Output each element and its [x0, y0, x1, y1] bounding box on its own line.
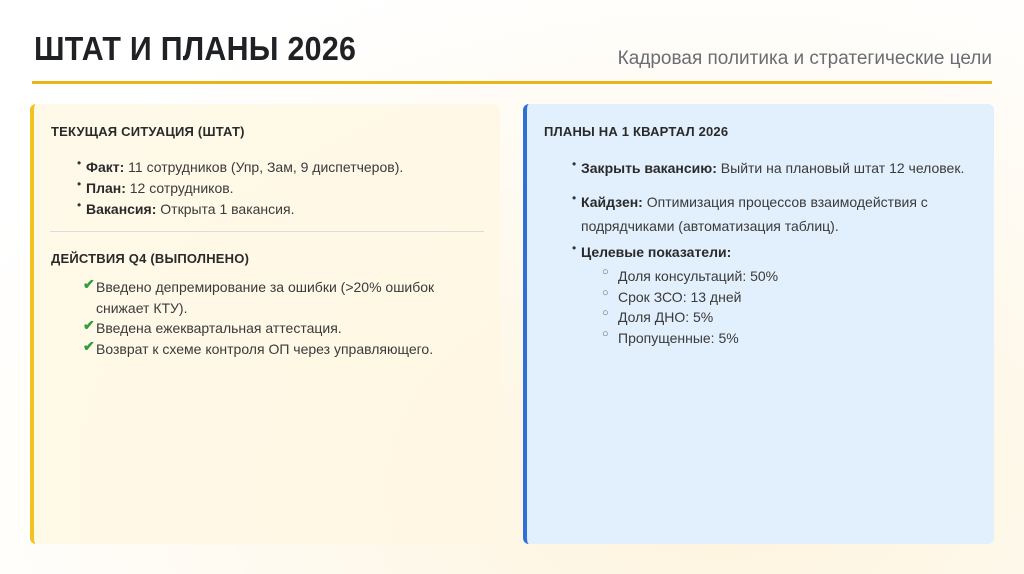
done-item-text: Введена ежеквартальная аттестация. — [96, 320, 342, 336]
checkmark-icon: ✔ — [83, 317, 95, 333]
target-metric-text: Срок ЗСО: 13 дней — [618, 289, 742, 305]
staff-fact-label: Факт: — [86, 159, 125, 175]
staff-fact-text: 11 сотрудников (Упр, Зам, 9 диспетчеров). — [124, 159, 404, 175]
bullet-icon: • — [572, 157, 577, 171]
bullet-icon: • — [77, 198, 82, 212]
staff-plan-label: План: — [86, 180, 126, 196]
checkmark-icon: ✔ — [83, 276, 95, 292]
kaizen-text: Оптимизация процессов взаимодействия с — [642, 194, 928, 210]
q1-plans-heading: ПЛАНЫ НА 1 КВАРТАЛ 2026 — [544, 124, 729, 139]
target-metric — [602, 266, 779, 287]
circle-bullet-icon: ○ — [602, 328, 609, 340]
kaizen-text-cont: подрядчиками (автоматизация таблиц). — [581, 218, 839, 234]
close-vacancy-item — [572, 157, 965, 179]
kaizen-label: Кайдзен: — [581, 194, 643, 210]
page-subtitle: Кадровая политика и стратегические цели — [617, 48, 992, 69]
bullet-icon: • — [572, 191, 577, 205]
done-item-text: Введено депремирование за ошибки (>20% ошибок — [96, 279, 435, 295]
done-item-text: Возврат к схеме контроля ОП через управляющего. — [96, 341, 434, 357]
kaizen-item — [572, 190, 928, 238]
circle-bullet-icon: ○ — [602, 266, 609, 278]
target-metrics-item — [572, 241, 732, 263]
page-title: ШТАТ И ПЛАНЫ 2026 — [34, 30, 357, 67]
title-underline — [32, 81, 992, 84]
done-item — [83, 338, 434, 360]
target-metric-text: Пропущенные: 5% — [618, 330, 739, 346]
close-vacancy-text: Выйти на плановый штат 12 человек. — [716, 160, 965, 176]
circle-bullet-icon: ○ — [602, 287, 609, 299]
target-metrics-label: Целевые показатели: — [581, 244, 732, 260]
staff-plan-item — [77, 177, 234, 199]
q4-actions-heading: ДЕЙСТВИЯ Q4 (ВЫПОЛНЕНО) — [51, 251, 250, 266]
done-item — [83, 317, 342, 339]
staff-plan-text: 12 сотрудников. — [125, 180, 234, 196]
bullet-icon: • — [572, 241, 577, 255]
vacancy-text: Открыта 1 вакансия. — [156, 201, 295, 217]
target-metric-text: Доля ДНО: 5% — [618, 309, 714, 325]
done-item-text-cont: снижает КТУ). — [96, 300, 188, 316]
target-metric — [602, 287, 742, 308]
target-metric — [602, 307, 714, 328]
target-metric — [602, 328, 739, 349]
target-metric-text: Доля консультаций: 50% — [618, 268, 779, 284]
section-divider — [50, 231, 484, 232]
checkmark-icon: ✔ — [83, 338, 95, 354]
staff-fact-item — [77, 156, 404, 178]
vacancy-label: Вакансия: — [86, 201, 157, 217]
bullet-icon: • — [77, 177, 82, 191]
close-vacancy-label: Закрыть вакансию: — [581, 160, 717, 176]
vacancy-item — [77, 198, 295, 220]
done-item — [83, 276, 435, 319]
circle-bullet-icon: ○ — [602, 307, 609, 319]
current-situation-heading: ТЕКУЩАЯ СИТУАЦИЯ (ШТАТ) — [51, 124, 245, 139]
bullet-icon: • — [77, 156, 82, 170]
